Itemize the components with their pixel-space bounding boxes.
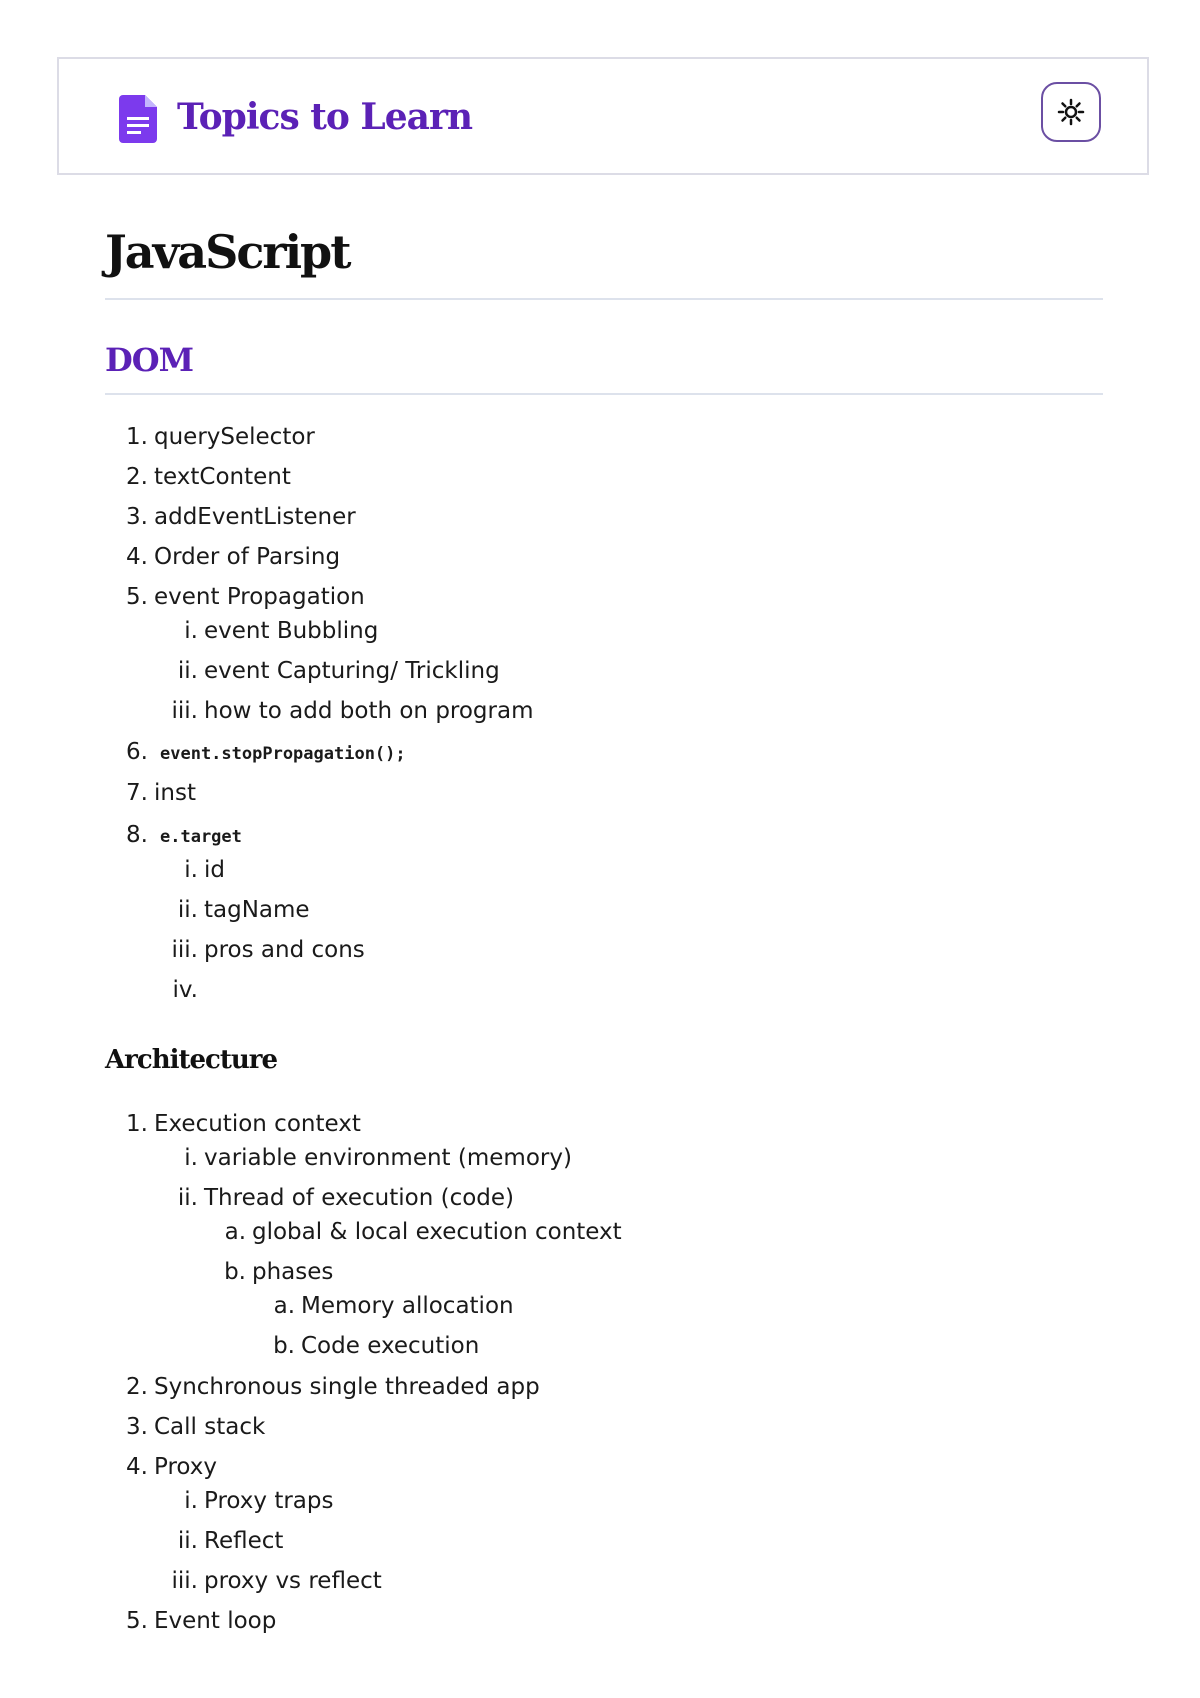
inline-code: e.target bbox=[160, 827, 242, 847]
list-item: 6. event.stopPropagation(); bbox=[126, 739, 406, 765]
list-item: 5. Event loop bbox=[126, 1608, 277, 1634]
list-item: 5. event Propagation bbox=[126, 584, 365, 610]
list-item: i. Proxy traps bbox=[184, 1488, 334, 1514]
list-item: ii. event Capturing/ Trickling bbox=[177, 658, 500, 684]
list-item: 2. textContent bbox=[126, 464, 291, 490]
document-icon bbox=[119, 95, 159, 143]
title-divider bbox=[105, 298, 1103, 300]
site-header bbox=[57, 57, 1149, 175]
list-item: a. Memory allocation bbox=[273, 1293, 514, 1319]
list-item: 3. addEventListener bbox=[126, 504, 356, 530]
list-item: a. global & local execution context bbox=[224, 1219, 622, 1245]
list-item: iv. bbox=[172, 977, 198, 1003]
list-item: ii. Reflect bbox=[177, 1528, 284, 1554]
list-item: 3. Call stack bbox=[126, 1414, 266, 1440]
architecture-heading: Architecture bbox=[105, 1045, 278, 1075]
site-title[interactable]: Topics to Learn bbox=[177, 96, 473, 138]
page-title: JavaScript bbox=[105, 225, 350, 279]
list-item: iii. proxy vs reflect bbox=[171, 1568, 382, 1594]
list-item: 4. Order of Parsing bbox=[126, 544, 341, 570]
list-item: iii. pros and cons bbox=[171, 937, 365, 963]
list-item: i. variable environment (memory) bbox=[184, 1145, 572, 1171]
list-item: i. event Bubbling bbox=[184, 618, 379, 644]
sun-icon bbox=[1057, 98, 1085, 126]
list-item: 8. e.target bbox=[126, 822, 242, 848]
inline-code: event.stopPropagation(); bbox=[160, 744, 406, 764]
dom-heading: DOM bbox=[105, 341, 194, 379]
list-item: 2. Synchronous single threaded app bbox=[126, 1374, 540, 1400]
list-item: 1. querySelector bbox=[126, 424, 315, 450]
list-item: 1. Execution context bbox=[126, 1111, 361, 1137]
list-item: ii. Thread of execution (code) bbox=[177, 1185, 515, 1211]
list-item: 4. Proxy bbox=[126, 1454, 218, 1480]
list-item: iii. how to add both on program bbox=[171, 698, 534, 724]
list-item: i. id bbox=[184, 857, 225, 883]
theme-toggle-button[interactable] bbox=[1041, 82, 1101, 142]
list-item: 7. inst bbox=[126, 780, 196, 806]
list-item: b. phases bbox=[224, 1259, 334, 1285]
dom-divider bbox=[105, 393, 1103, 395]
list-item: ii. tagName bbox=[177, 897, 310, 923]
list-item: b. Code execution bbox=[273, 1333, 480, 1359]
